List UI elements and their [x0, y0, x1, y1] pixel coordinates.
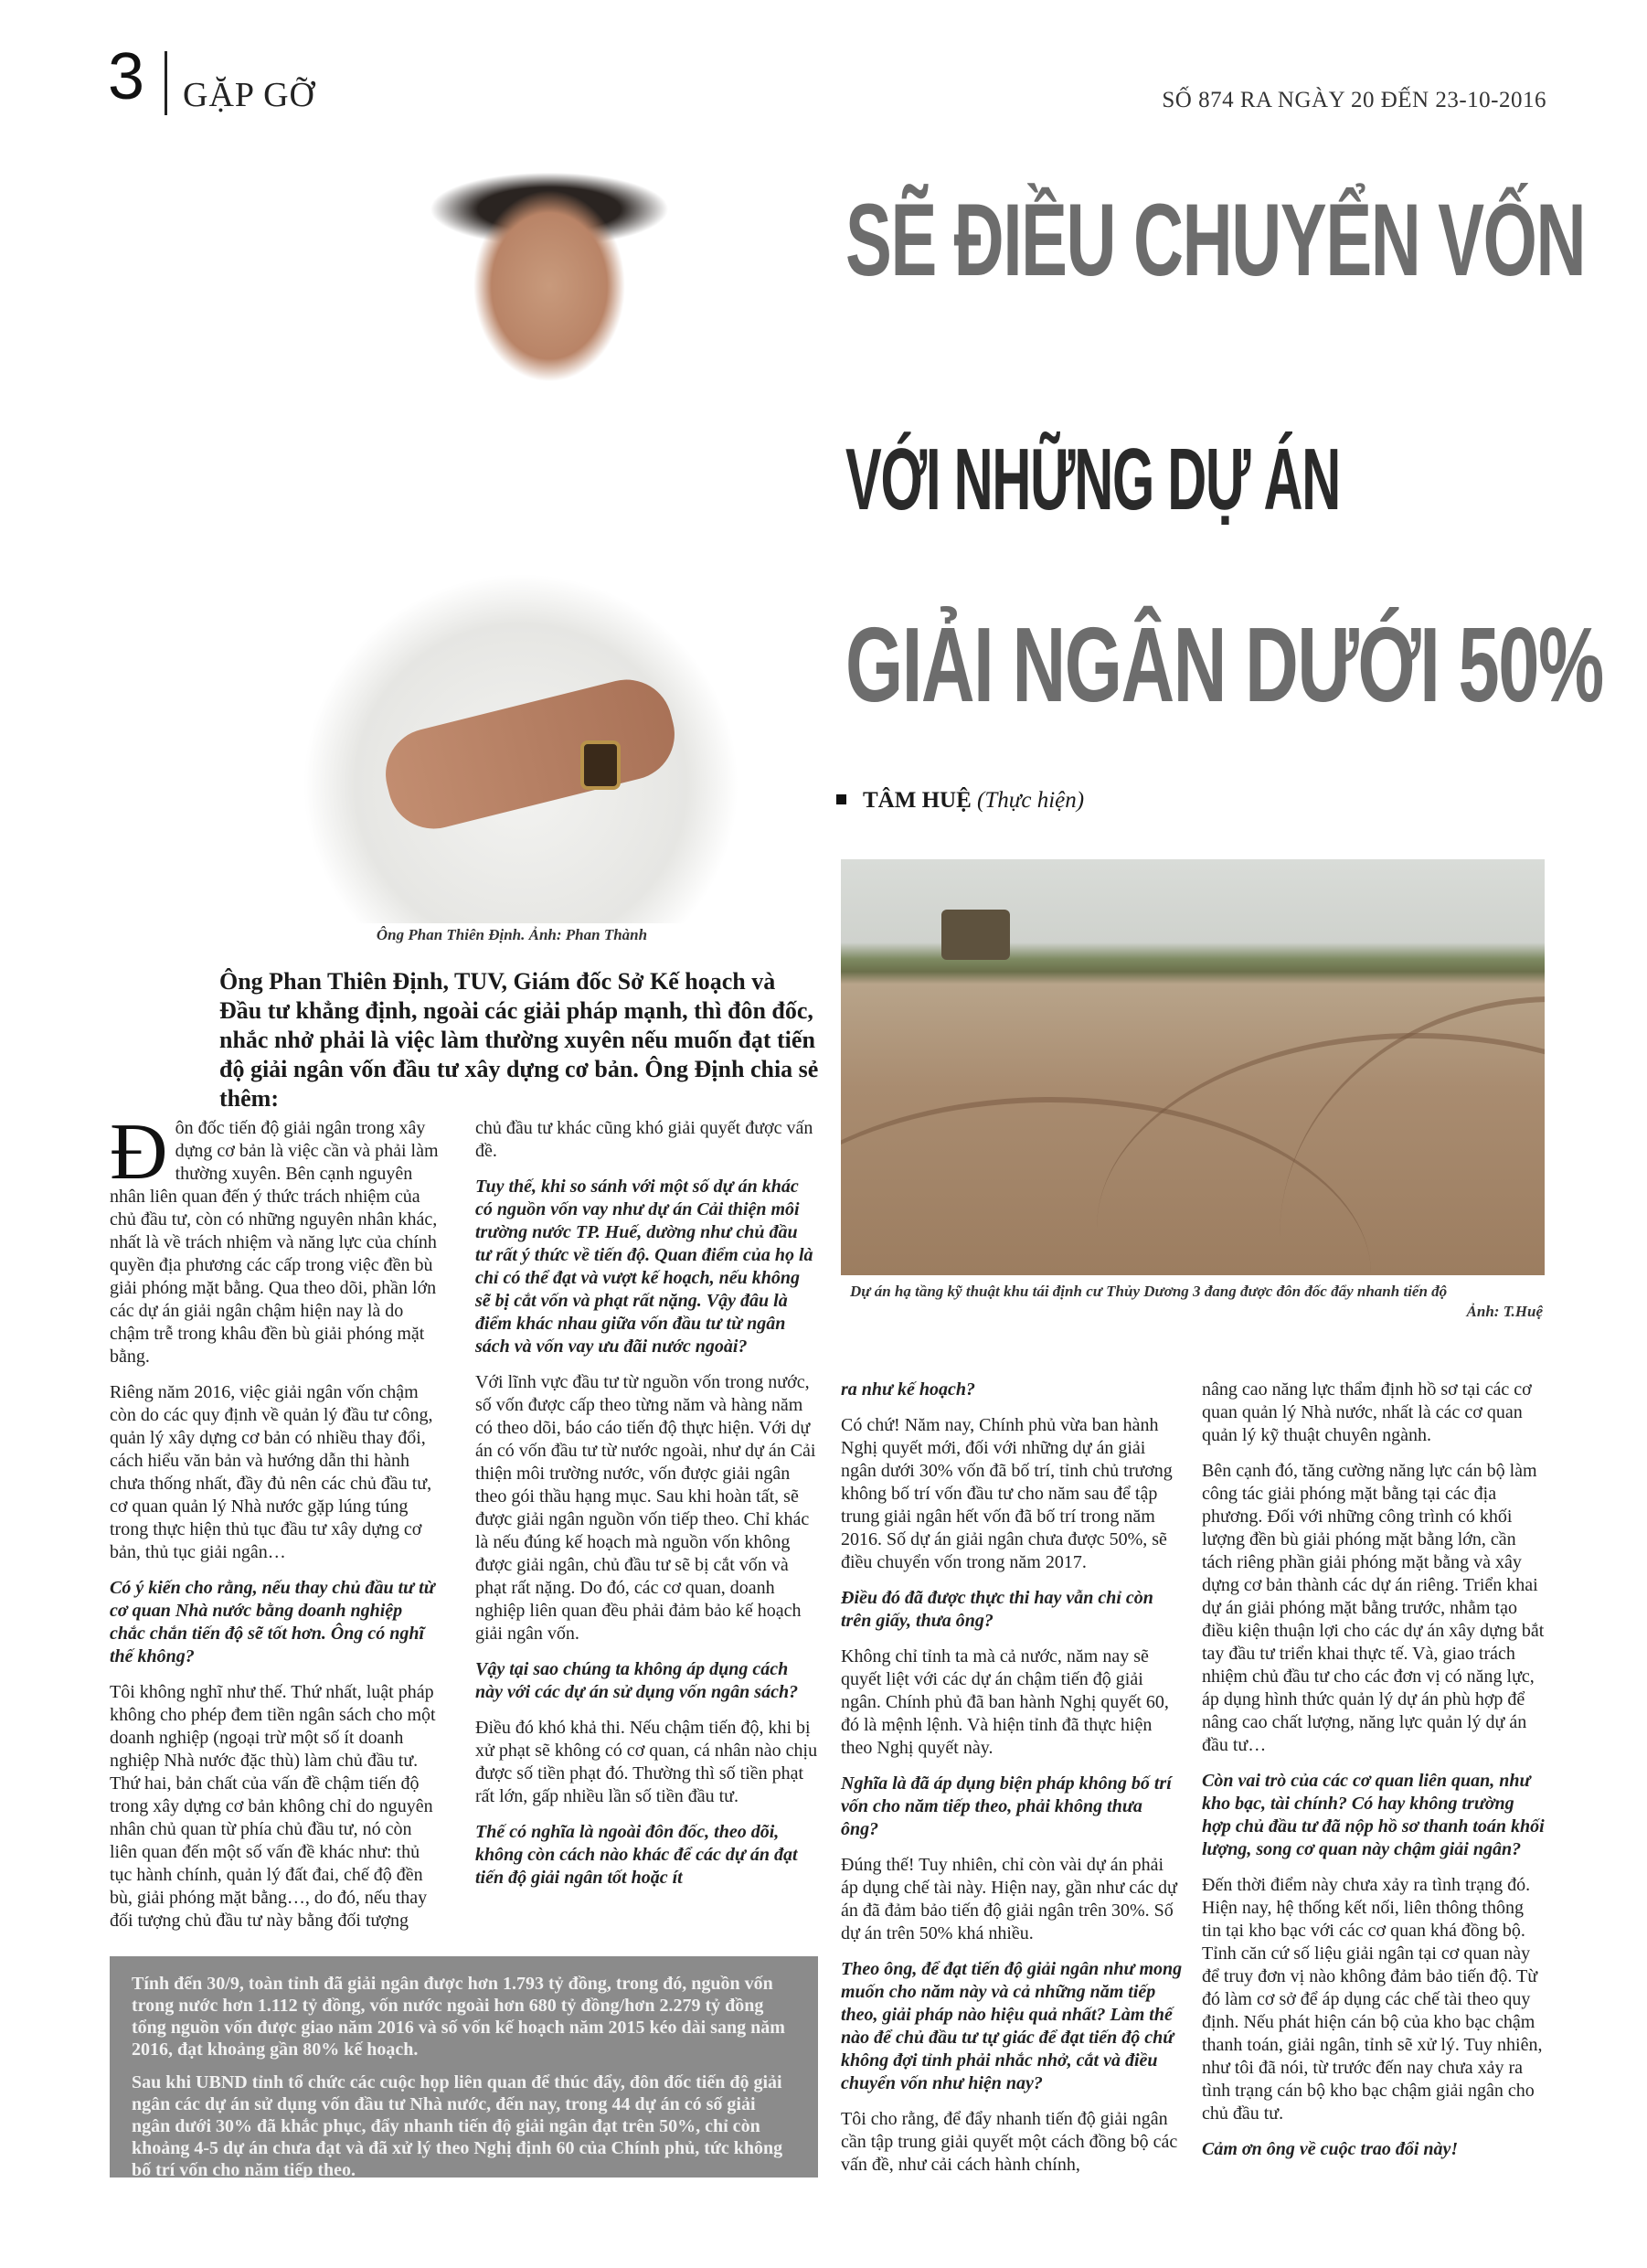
body-paragraph: Bên cạnh đó, tăng cường năng lực cán bộ làm công tác giải phóng mặt bằng tại các địa phương. Đối với những công trình có khối lượng đền bù giải phóng mặt bằng lớn, cần tách riêng phần giải phóng mặt bằng và xây dựng cơ bản thành các dự án riêng. Triển khai dự án giải phóng mặt bằng trước, nhằm tạo điều kiện thuận lợi cho các dự án xây dựng bắt tay đầu tư triển khai thực tế. Và, giao trách nhiệm chủ đầu tư cho các đơn vị có năng lực, áp dụng hình thức quản lý dự án phù hợp để nâng cao chất lượng, năng lực quản lý dự án đầu tư… [1202, 1461, 1545, 1755]
body-paragraph: Tôi cho rằng, để đẩy nhanh tiến độ giải ngân cần tập trung giải quyết một cách đồng bộ các vấn đề, như cải cách hành chính, [841, 2109, 1178, 2175]
header-divider [165, 51, 167, 115]
body-paragraph [110, 1108, 439, 1368]
construction-site-photo [841, 859, 1545, 1275]
byline-role: (Thực hiện) [977, 788, 1085, 813]
body-paragraph: Đến thời điểm này chưa xảy ra tình trạng đó. Hiện nay, hệ thống kết nối, liên thông thông tin tại kho bạc với các cơ quan khá đồng bộ. Tỉnh căn cứ số liệu giải ngân tại cơ quan này để truy đơn vị nào không đảm bảo tiến độ. Từ đó làm cơ sở để áp dụng các chế tài theo quy định. Nếu phát hiện cán bộ của kho bạc chậm thanh toán, giải ngân, tỉnh sẽ xử lý. Tuy nhiên, như tôi đã nói, từ trước đến nay chưa xảy ra tình trạng cán bộ kho bạc chậm giải ngân cho chủ đầu tư. [1202, 1875, 1543, 2124]
statistics-sidebar [110, 1956, 818, 2180]
interview-question: Nghĩa là đã áp dụng biện pháp không bố trí vốn cho năm tiếp theo, phải không thưa ông? [841, 1773, 1172, 1839]
body-paragraph: Đúng thế! Tuy nhiên, chỉ còn vài dự án phải áp dụng chế tài này. Hiện nay, gần như các dự án đã đảm bảo tiến độ giải ngân trên 30%. Số dự án trên 50% khá nhiều. [841, 1855, 1177, 1943]
headline-line-3: GIẢI NGÂN DƯỚI 50% [845, 605, 1603, 724]
issue-date: SỐ 874 RA NGÀY 20 ĐẾN 23-10-2016 [1162, 88, 1546, 112]
interview-question: Điều đó đã được thực thi hay vẫn chỉ còn trên giấy, thưa ông? [841, 1588, 1153, 1631]
section-title: GẶP GỠ [183, 76, 315, 114]
article-column-2 [475, 1117, 818, 1902]
byline-author: TÂM HUỆ [863, 788, 972, 813]
interview-question: Vậy tại sao chúng ta không áp dụng cách này với các dự án sử dụng vốn ngân sách? [475, 1659, 799, 1702]
photo-arm-shape [376, 670, 684, 838]
article-column-3 [841, 1379, 1184, 2189]
byline [836, 788, 1084, 814]
body-paragraph: chủ đầu tư khác cũng khó giải quyết được vấn đề. [475, 1118, 813, 1161]
interview-question: Theo ông, để đạt tiến độ giải ngân như mong muốn cho năm này và cả những năm tiếp theo, giải pháp nào hiệu quả nhất? Làm thế nào để chủ đầu tư tự giác để đạt tiến độ chứ không đợi tỉnh phải nhắc nhở, cắt và điều chuyển vốn như hiện nay? [841, 1959, 1183, 2093]
interview-question: ra như kế hoạch? [841, 1379, 976, 1400]
page-number: 3 [108, 40, 145, 113]
article-column-4 [1202, 1379, 1545, 2174]
portrait-photo [238, 155, 804, 923]
body-paragraph: nâng cao năng lực thẩm định hồ sơ tại các cơ quan quản lý Nhà nước, nhất là các cơ quan quản lý kỹ thuật chuyên ngành. [1202, 1379, 1532, 1445]
body-paragraph: Riêng năm 2016, việc giải ngân vốn chậm còn do các quy định về quản lý đầu tư công, quản lý xây dựng cơ bản có nhiều thay đổi, cách hiểu văn bản và hướng dẫn thi hành chưa thống nhất, đầy đủ nên các chủ đầu tư, cơ quan quản lý Nhà nước gặp lúng túng trong thực hiện thủ tục đầu tư xây dựng cơ bản, thủ tục giải ngân… [110, 1382, 433, 1562]
body-paragraph: Có chứ! Năm nay, Chính phủ vừa ban hành Nghị quyết mới, đối với những dự án giải ngân dưới 30% vốn đã bố trí, tỉnh chủ trương không bố trí vốn đầu tư cho năm sau để tập trung giải ngân hết vốn đã bố trí trong năm 2016. Số dự án giải ngân chưa được 50%, sẽ điều chuyển vốn trong năm 2017. [841, 1415, 1173, 1572]
body-paragraph: Không chỉ tỉnh ta mà cả nước, năm nay sẽ quyết liệt với các dự án chậm tiến độ giải ngân. Chính phủ đã ban hành Nghị quyết 60, đó là mệnh lệnh. Và hiện tỉnh đã thực hiện theo Nghị quyết này. [841, 1646, 1169, 1758]
closing-remark: Cảm ơn ông về cuộc trao đổi này! [1202, 2139, 1459, 2159]
sidebar-paragraph: Sau khi UBND tỉnh tổ chức các cuộc họp liên quan để thúc đẩy, đôn đốc tiến độ giải ngân các dự án sử dụng vốn đầu tư Nhà nước, đến nay, trong 44 dự án có số giải ngân dưới 30% đã khắc phục, đẩy nhanh tiến độ giải ngân đạt trên 50%, chỉ còn khoảng 4-5 dự án chưa đạt và đã xử lý theo Nghị định 60 của Chính phủ, tức không bố trí vốn cho năm tiếp theo. [132, 2072, 783, 2180]
site-photo-credit: Ảnh: T.Huệ [1466, 1303, 1543, 1320]
drop-cap: Đ [110, 1108, 168, 1197]
interview-question: Thế có nghĩa là ngoài đôn đốc, theo dõi, không còn cách nào khác để các dự án đạt tiến độ giải ngân tốt hoặc ít [475, 1822, 798, 1888]
sidebar-paragraph: Tính đến 30/9, toàn tỉnh đã giải ngân được hơn 1.793 tỷ đồng, trong đó, nguồn vốn trong nước hơn 1.112 tỷ đồng, vốn nước ngoài hơn 680 tỷ đồng/hơn 2.279 tỷ đồng tổng nguồn vốn được giao năm 2016 và số vốn kế hoạch năm 2015 kéo dài sang năm 2016, đạt khoảng gần 80% kế hoạch. [132, 1974, 785, 2060]
portrait-caption: Ông Phan Thiên Định. Ảnh: Phan Thành [376, 926, 648, 943]
body-paragraph: Tôi không nghĩ như thế. Thứ nhất, luật pháp không cho phép đem tiền ngân sách cho một doanh nghiệp (ngoại trừ một số ít doanh nghiệp Nhà nước đặc thù) làm chủ đầu tư. Thứ hai, bản chất của vấn đề chậm tiến độ trong xây dựng cơ bản không chỉ do nguyên nhân chủ quan từ phía chủ đầu tư, nó còn liên quan đến một số vấn đề khác như: thủ tục hành chính, quản lý đất đai, chế độ đền bù, giải phóng mặt bằng…, do đó, nếu thay đối tượng chủ đầu tư này bằng đối tượng [110, 1682, 436, 1931]
bullet-square-icon [836, 794, 846, 804]
body-paragraph: Điều đó khó khả thi. Nếu chậm tiến độ, khi bị xử phạt sẽ không có cơ quan, cá nhân nào chịu được số tiền phạt đó. Thường thì số tiền phạt rất lớn, gấp nhiều lần số tiền đầu tư. [475, 1718, 818, 1806]
headline-line-2: VỚI NHỮNG DỰ ÁN [845, 431, 1340, 528]
article-column-1 [110, 1108, 439, 1945]
paragraph-text: ôn đốc tiến độ giải ngân trong xây dựng cơ bản là việc cần và phải làm thường xuyên. Bên cạnh nguyên nhân liên quan đến ý thức trách nhiệm của chủ đầu tư, còn có những nguyên nhân khác, nhất là về trách nhiệm và năng lực của chính quyền địa phương các cấp trong việc đền bù giải phóng mặt bằng. Qua theo dõi, phần lớn các dự án giải ngân chậm hiện nay là do chậm trễ trong khâu đền bù giải phóng mặt bằng. [110, 1118, 439, 1367]
photo-watch-shape [580, 740, 621, 790]
body-paragraph: Với lĩnh vực đầu tư từ nguồn vốn trong nước, số vốn được cấp theo từng năm và hàng năm có theo dõi, báo cáo tiến độ thực hiện. Với dự án có vốn đầu tư từ nước ngoài, như dự án Cải thiện môi trường nước, vốn được giải ngân theo gói thầu hạng mục. Sau khi hoàn tất, sẽ được giải ngân nguồn vốn tiếp theo. Chỉ khác là nếu đúng kế hoạch mà nguồn vốn không được giải ngân, chủ đầu tư sẽ bị cắt vốn và phạt rất nặng. Do đó, các cơ quan, doanh nghiệp liên quan đều phải đảm bảo kế hoạch giải ngân vốn. [475, 1372, 816, 1644]
interview-question: Còn vai trò của các cơ quan liên quan, như kho bạc, tài chính? Có hay không trường hợp chủ đầu tư đã nộp hồ sơ thanh toán khối lượng, song cơ quan này chậm giải ngân? [1202, 1771, 1545, 1859]
site-photo-caption: Dự án hạ tầng kỹ thuật khu tái định cư Thủy Dương 3 đang được đôn đốc đẩy nhanh tiến độ [850, 1283, 1448, 1300]
interview-question: Tuy thế, khi so sánh với một số dự án khác có nguồn vốn vay như dự án Cải thiện môi trường nước TP. Huế, dường như chủ đầu tư rất ý thức về tiến độ. Quan điểm của họ là chỉ có thể đạt và vượt kế hoạch, nếu không sẽ bị cắt vốn và phạt rất nặng. Vậy đâu là điểm khác nhau giữa vốn đầu tư từ ngân sách và vốn vay ưu đãi nước ngoài? [475, 1177, 813, 1357]
lead-paragraph: Ông Phan Thiên Định, TUV, Giám đốc Sở Kế hoạch và Đầu tư khẳng định, ngoài các giải pháp mạnh, thì đôn đốc, nhắc nhở phải là việc làm thường xuyên nếu muốn đạt tiến độ giải ngân vốn đầu tư xây dựng cơ bản. Ông Định chia sẻ thêm: [219, 968, 819, 1112]
headline-line-1: SẼ ĐIỀU CHUYỂN VỐN [845, 183, 1586, 297]
photo-bulldozer-shape [941, 910, 1010, 960]
interview-question: Có ý kiến cho rằng, nếu thay chủ đầu tư từ cơ quan Nhà nước bằng doanh nghiệp chắc chắn tiến độ sẽ tốt hơn. Ông có nghĩ thế không? [110, 1578, 435, 1666]
